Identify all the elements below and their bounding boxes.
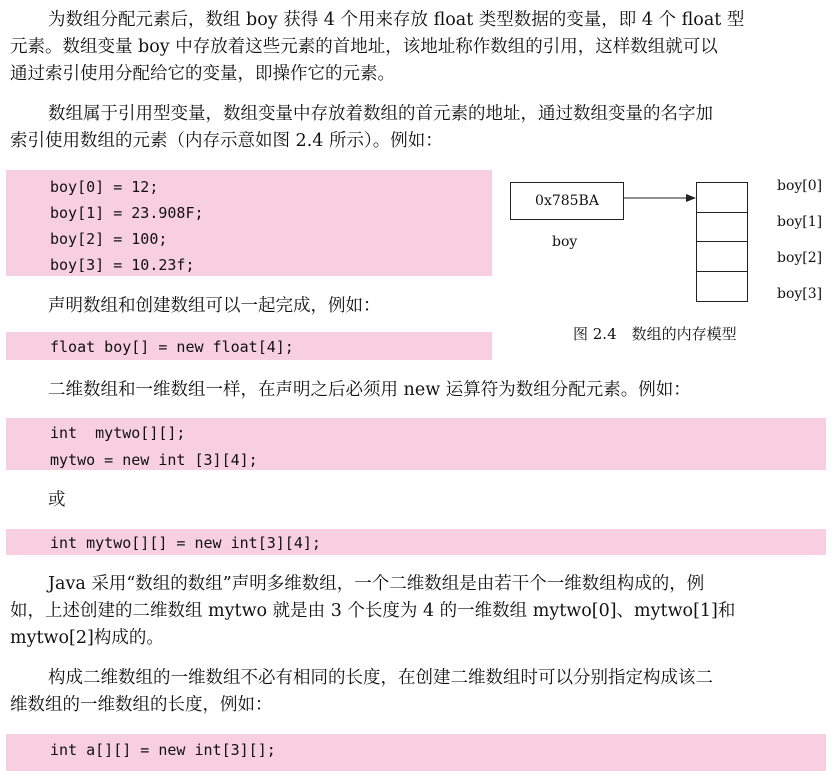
- arrow-icon: [624, 193, 696, 203]
- figure-caption: 图 2.4 数组的内存模型: [573, 325, 737, 343]
- text-line: 通过索引使用分配给它的变量，即操作它的元素。: [10, 64, 395, 84]
- text-line: 数组属于引用型变量，数组变量中存放着数组的首元素的地址，通过数组变量的名字加: [48, 104, 713, 124]
- cell-label: boy[2]: [777, 250, 823, 266]
- array-cell: [697, 183, 747, 213]
- code-line: boy[1] = 23.908F;: [50, 204, 204, 222]
- code-block-jagged-array: [6, 734, 826, 771]
- paragraph-2: [10, 101, 822, 155]
- text-line: 如，上述创建的二维数组 mytwo 就是由 3 个长度为 4 的一维数组 mytwo[0]、mytwo[1]和: [10, 601, 736, 621]
- code-line: boy[3] = 10.23f;: [50, 256, 195, 274]
- paragraph-6: [10, 571, 822, 652]
- code-line: int mytwo[][] = new int[3][4];: [50, 534, 321, 552]
- code-line: float boy[] = new float[4];: [50, 338, 294, 356]
- text-line: 维数组的一维数组的长度，例如：: [10, 695, 273, 715]
- code-line: mytwo = new int [3][4];: [50, 451, 258, 469]
- code-block-mytwo-decl: [6, 418, 826, 470]
- text-line: 构成二维数组的一维数组不必有相同的长度，在创建二维数组时可以分别指定构成该二: [48, 668, 713, 688]
- array-cell: [697, 242, 747, 272]
- text-line: Java 采用“数组的数组”声明多维数组，一个二维数组是由若干个一维数组构成的，例: [48, 574, 705, 594]
- array-cells: [696, 182, 748, 302]
- code-line: boy[2] = 100;: [50, 230, 168, 248]
- code-block-float-decl: [6, 332, 492, 360]
- paragraph-5: 或: [48, 490, 66, 510]
- text-line: 索引使用数组的元素（内存示意如图 2.4 所示）。例如：: [10, 131, 443, 151]
- variable-label: boy: [552, 234, 578, 250]
- code-line: int a[][] = new int[3][];: [50, 741, 276, 759]
- cell-label: boy[3]: [777, 286, 823, 302]
- cell-label: boy[1]: [777, 214, 823, 230]
- paragraph-7: [10, 665, 822, 719]
- address-box: 0x785BA: [510, 182, 624, 220]
- paragraph-3: 声明数组和创建数组可以一起完成，例如：: [48, 296, 381, 316]
- paragraph-1: [10, 7, 822, 88]
- code-line: int mytwo[][];: [50, 424, 186, 442]
- code-line: boy[0] = 12;: [50, 178, 159, 196]
- memory-model-figure: [500, 170, 832, 360]
- array-cell: [697, 272, 747, 302]
- text-line: mytwo[2]构成的。: [10, 628, 164, 648]
- paragraph-4: 二维数组和一维数组一样，在声明之后必须用 new 运算符为数组分配元素。例如：: [48, 380, 691, 400]
- code-block-boy-assign: [6, 170, 492, 276]
- text-line: 为数组分配元素后，数组 boy 获得 4 个用来存放 float 类型数据的变量，即 4 个 float 型: [48, 10, 745, 30]
- cell-label: boy[0]: [777, 178, 823, 194]
- array-cell: [697, 213, 747, 243]
- code-block-mytwo-create: [6, 529, 826, 555]
- text-line: 元素。数组变量 boy 中存放着这些元素的首地址，该地址称作数组的引用，这样数组就可以: [10, 37, 718, 57]
